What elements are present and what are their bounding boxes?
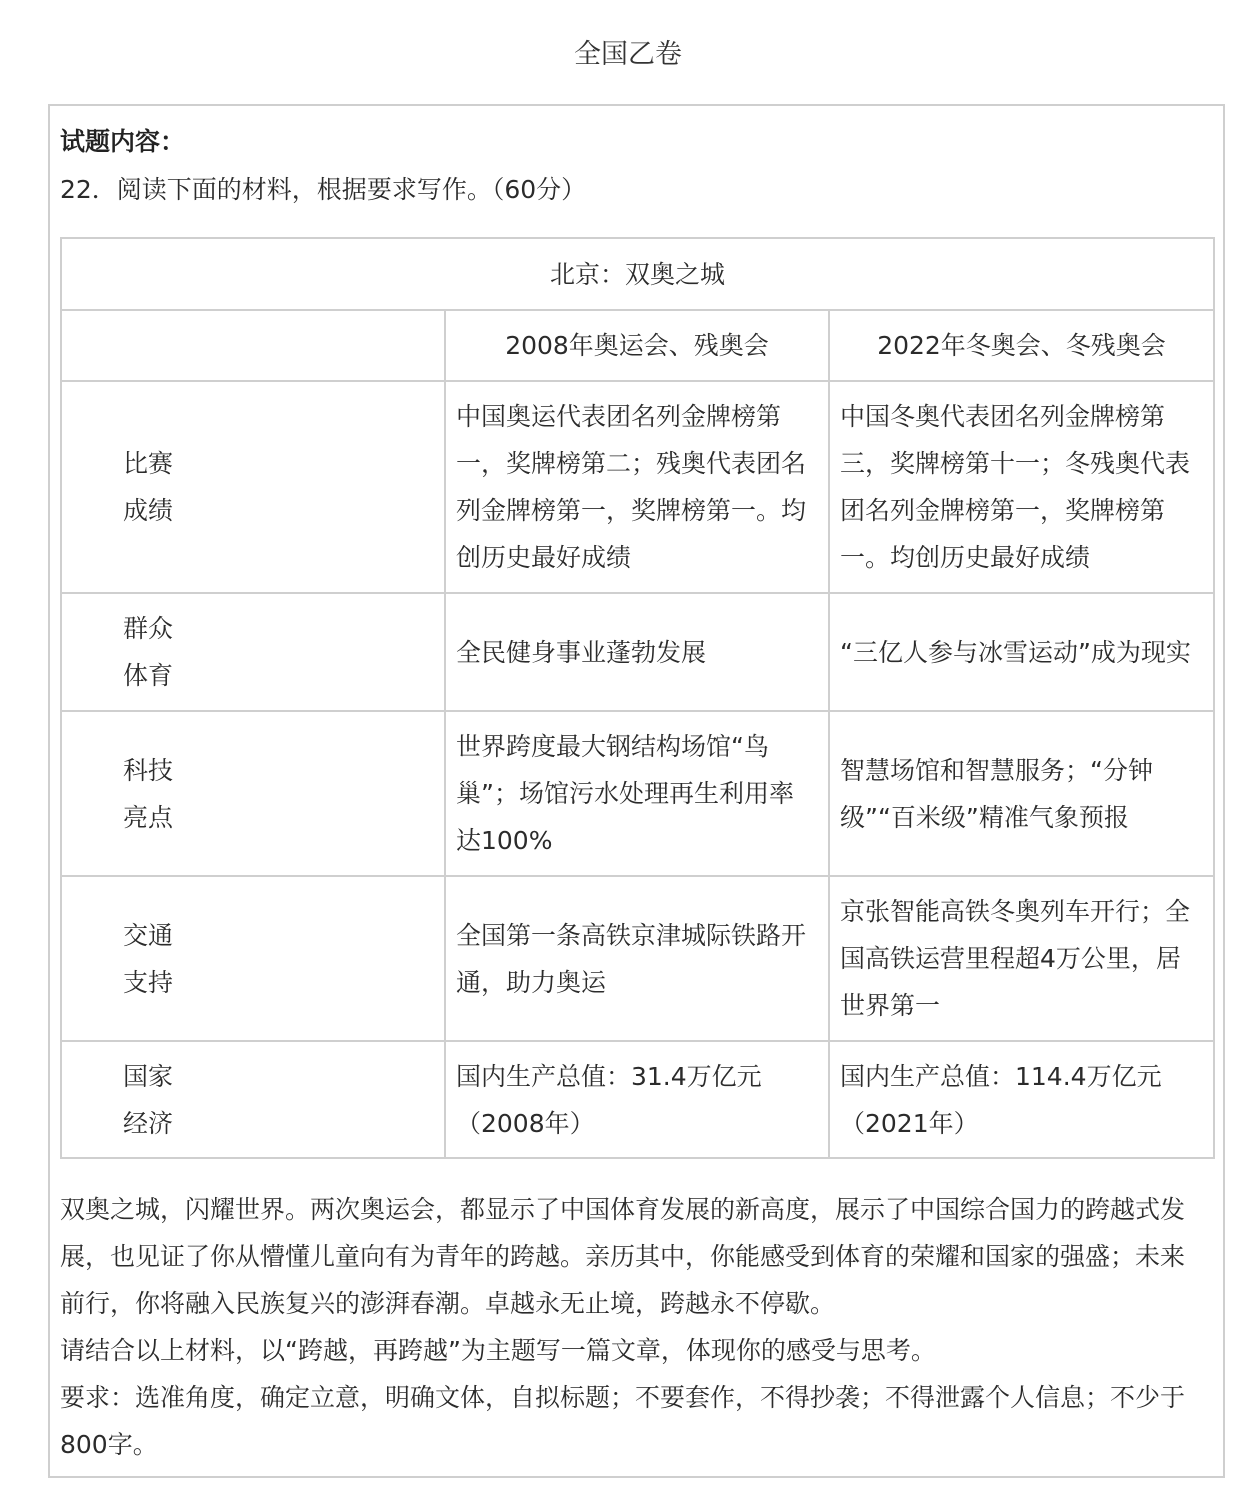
table-caption-row	[61, 238, 1214, 310]
cell-2022: 国内生产总值：114.4万亿元（2021年）	[829, 1041, 1214, 1158]
table-caption: 北京：双奥之城	[61, 238, 1214, 310]
row-label-line1: 国家	[122, 1061, 173, 1091]
row-label-line1: 科技	[122, 755, 173, 785]
row-label-line1: 比赛	[122, 449, 173, 478]
cell-2022: 智慧场馆和智慧服务；“分钟级”“百米级”精准气象预报	[829, 711, 1214, 876]
cell-2008: 全民健身事业蓬勃发展	[445, 593, 829, 711]
material-paragraphs	[60, 1186, 1200, 1468]
material-paragraph: 双奥之城，闪耀世界。两次奥运会，都显示了中国体育发展的新高度，展示了中国综合国力的跨越式发展，也见证了你从懵懂儿童向有为青年的跨越。亲历其中，你能感受到体育的荣耀和国家的强盛；未来前行，你将融入民族复兴的澎湃春潮。卓越永无止境，跨越永不停歇。	[60, 1195, 1186, 1318]
material-table	[60, 237, 1215, 1159]
row-label	[61, 593, 445, 711]
table-row	[61, 876, 1214, 1041]
page-title: 全国乙卷	[574, 39, 682, 70]
row-label	[61, 711, 445, 876]
cell-2008: 全国第一条高铁京津城际铁路开通，助力奥运	[445, 876, 829, 1041]
table-row	[61, 593, 1214, 711]
row-label-line1: 群众	[122, 614, 173, 643]
row-label-line2: 经济	[122, 1108, 173, 1138]
task-instruction: 请结合以上材料，以“跨越，再跨越”为主题写一篇文章，体现你的感受与思考。	[60, 1336, 936, 1365]
cell-2008: 中国奥运代表团名列金牌榜第一，奖牌榜第二；残奥代表团名列金牌榜第一，奖牌榜第一。均创历史最好成绩	[445, 381, 829, 593]
row-label	[61, 876, 445, 1041]
table-header-empty	[61, 310, 445, 381]
cell-2022: “三亿人参与冰雪运动”成为现实	[829, 593, 1214, 711]
row-label-line2: 亮点	[122, 802, 173, 832]
table-row	[61, 381, 1214, 593]
question-prompt: 22．阅读下面的材料，根据要求写作。（60分）	[60, 175, 587, 204]
cell-2022: 中国冬奥代表团名列金牌榜第三，奖牌榜第十一；冬残奥代表团名列金牌榜第一，奖牌榜第一。均创历史最好成绩	[829, 381, 1214, 593]
section-label: 试题内容：	[60, 127, 186, 156]
table-header-row	[61, 310, 1214, 381]
table-header-2022: 2022年冬奥会、冬残奥会	[829, 310, 1214, 381]
writing-requirements: 要求：选准角度，确定立意，明确文体，自拟标题；不要套作，不得抄袭；不得泄露个人信息；不少于800字。	[60, 1383, 1186, 1459]
row-label-line1: 交通	[122, 920, 173, 950]
table-row	[61, 1041, 1214, 1158]
table-header-2008: 2008年奥运会、残奥会	[445, 310, 829, 381]
row-label-line2: 体育	[122, 661, 173, 690]
table-row	[61, 711, 1214, 876]
cell-2022: 京张智能高铁冬奥列车开行；全国高铁运营里程超4万公里，居世界第一	[829, 876, 1214, 1041]
row-label	[61, 381, 445, 593]
cell-2008: 世界跨度最大钢结构场馆“鸟巢”；场馆污水处理再生利用率达100%	[445, 711, 829, 876]
cell-2008: 国内生产总值：31.4万亿元（2008年）	[445, 1041, 829, 1158]
row-label-line2: 支持	[122, 967, 173, 997]
row-label	[61, 1041, 445, 1158]
row-label-line2: 成绩	[122, 496, 173, 525]
